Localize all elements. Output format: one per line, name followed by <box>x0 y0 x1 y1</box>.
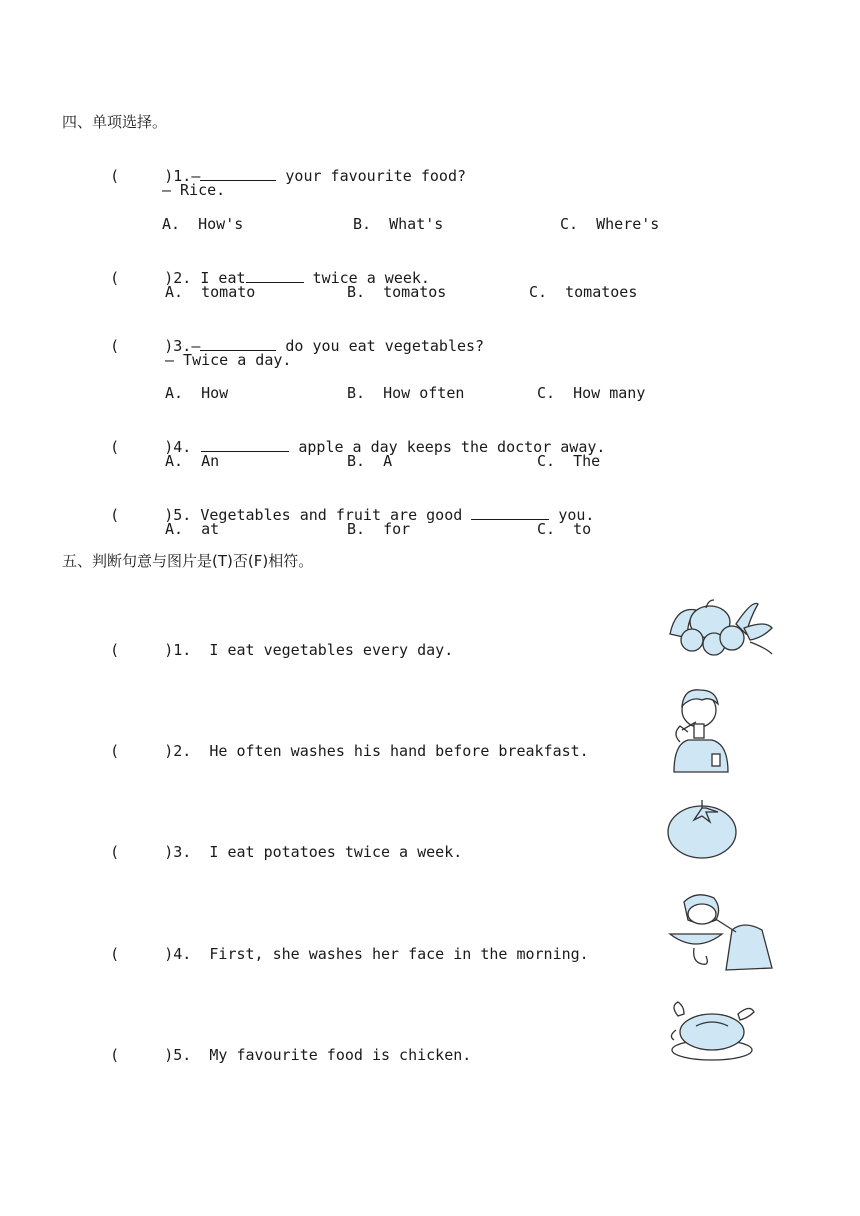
statement-text: 5. My favourite food is chicken. <box>173 1046 472 1064</box>
question-text: Vegetables and fruit are good <box>191 506 472 524</box>
option-c[interactable]: C. How many <box>537 384 646 402</box>
statement-text: 3. I eat potatoes twice a week. <box>173 843 463 861</box>
answer-paren[interactable]: ( ) <box>110 337 174 355</box>
answer-blank[interactable] <box>246 268 304 283</box>
question-number: 2. <box>173 269 192 287</box>
section-5-heading: 五、判断句意与图片是(T)否(F)相符。 <box>62 552 314 570</box>
answer-blank[interactable] <box>471 505 549 520</box>
question-3-reply: — Twice a day. <box>165 351 292 369</box>
question-text: your favourite food? <box>276 167 467 185</box>
judge-item-3 <box>92 822 462 862</box>
judge-item-4 <box>92 924 589 964</box>
option-b[interactable]: B. for <box>347 520 411 538</box>
judge-item-2 <box>92 721 589 761</box>
question-text: twice a week. <box>303 269 430 287</box>
answer-blank[interactable] <box>200 336 276 351</box>
question-text: you. <box>549 506 595 524</box>
answer-blank[interactable] <box>200 166 276 181</box>
judge-item-1 <box>92 620 453 660</box>
option-b[interactable]: B. How often <box>347 384 465 402</box>
dash: — <box>191 337 201 355</box>
option-c[interactable]: C. The <box>537 452 601 470</box>
option-a[interactable]: A. How's <box>162 215 244 233</box>
roast-chicken-icon <box>666 996 758 1064</box>
answer-paren[interactable]: ( ) <box>110 269 174 287</box>
question-text: I eat <box>191 269 246 287</box>
answer-paren[interactable]: ( ) <box>110 167 174 185</box>
vegetables-icon <box>666 594 776 658</box>
question-text: do you eat vegetables? <box>276 337 485 355</box>
statement-text: 1. I eat vegetables every day. <box>173 641 454 659</box>
option-b[interactable]: B. What's <box>353 215 444 233</box>
option-b[interactable]: B. tomatos <box>347 283 447 301</box>
answer-paren[interactable]: ( ) <box>110 438 174 456</box>
question-number: 5. <box>173 506 192 524</box>
option-b[interactable]: B. A <box>347 452 393 470</box>
judge-item-5 <box>92 1025 471 1065</box>
option-c[interactable]: C. to <box>537 520 592 538</box>
answer-paren[interactable]: ( ) <box>110 506 174 524</box>
statement-text: 2. He often washes his hand before breakfast. <box>173 742 589 760</box>
statement-text: 4. First, she washes her face in the morning. <box>173 945 589 963</box>
boy-brushing-teeth-icon <box>666 682 736 774</box>
answer-paren[interactable]: ( ) <box>110 641 174 659</box>
option-a[interactable]: A. tomato <box>165 283 256 301</box>
question-text: apple a day keeps the doctor away. <box>289 438 606 456</box>
question-1 <box>92 146 466 186</box>
answer-blank[interactable] <box>201 437 289 452</box>
answer-paren[interactable]: ( ) <box>110 1046 174 1064</box>
question-number: 4. <box>173 438 192 456</box>
girl-washing-face-icon <box>666 890 776 972</box>
option-a[interactable]: A. How <box>165 384 229 402</box>
tomato-icon <box>666 796 738 860</box>
answer-paren[interactable]: ( ) <box>110 843 174 861</box>
section-4-heading: 四、单项选择。 <box>62 113 168 131</box>
question-number: 1. <box>173 167 192 185</box>
option-c[interactable]: C. Where's <box>560 215 660 233</box>
answer-paren[interactable]: ( ) <box>110 742 174 760</box>
question-number: 3. <box>173 337 192 355</box>
option-c[interactable]: C. tomatoes <box>529 283 638 301</box>
option-a[interactable]: A. An <box>165 452 220 470</box>
question-1-reply: — Rice. <box>162 181 226 199</box>
dash: — <box>191 167 201 185</box>
option-a[interactable]: A. at <box>165 520 220 538</box>
answer-paren[interactable]: ( ) <box>110 945 174 963</box>
